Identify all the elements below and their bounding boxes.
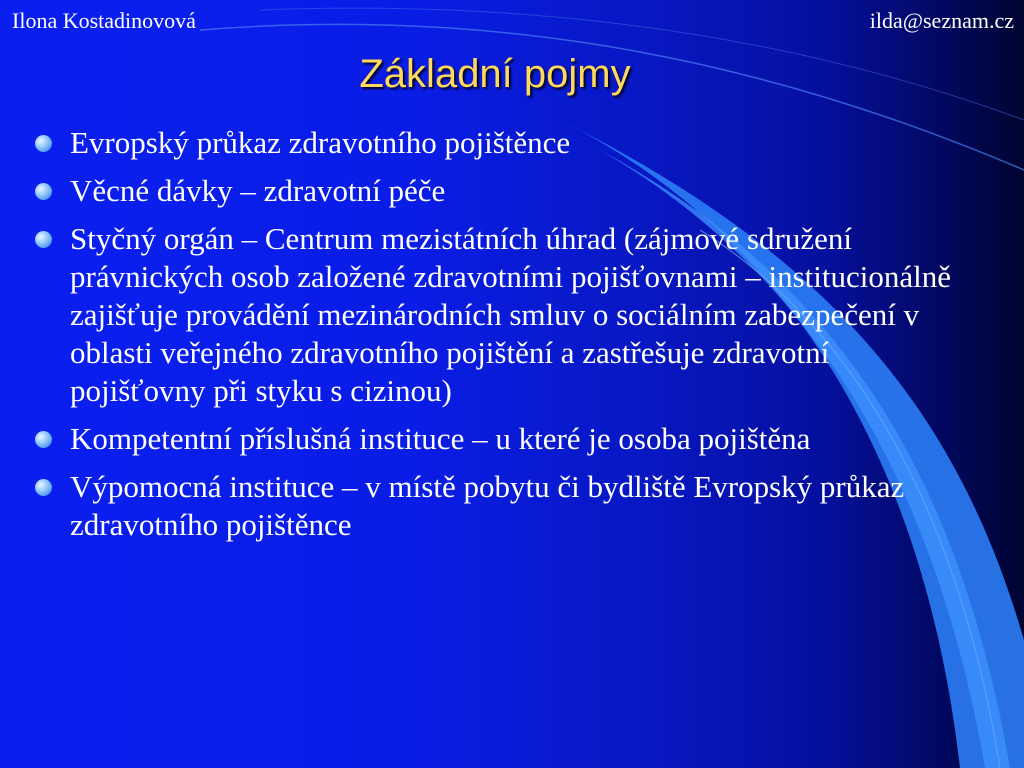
author-email: ilda@seznam.cz <box>869 8 1014 33</box>
bullet-text: Styčný orgán – Centrum mezistátních úhrad (zájmové sdružení právnických osob založené zdravotními pojišťovnami – institucionálně zajišťuje provádění mezinárodních smluv o sociálním zabezpečení v oblasti veřejného zdravotního pojištění a zastřešuje zdravotní pojišťovny při styku s cizinou) <box>70 221 952 408</box>
bullet-icon <box>35 431 52 448</box>
bullet-icon <box>35 231 52 248</box>
bullet-item <box>30 124 970 162</box>
bullet-item <box>30 468 970 544</box>
bullet-item <box>30 420 970 458</box>
bullet-item <box>30 220 970 410</box>
bullet-text: Evropský průkaz zdravotního pojištěnce <box>70 125 571 160</box>
bullet-text: Věcné dávky – zdravotní péče <box>70 173 446 208</box>
bullet-icon <box>35 479 52 496</box>
bullet-item <box>30 172 970 210</box>
bullet-text: Kompetentní příslušná instituce – u které je osoba pojištěna <box>70 421 811 456</box>
bullet-icon <box>35 135 52 152</box>
bullet-icon <box>35 183 52 200</box>
bullet-list <box>30 124 970 554</box>
author-name: Ilona Kostadinovová <box>12 8 196 33</box>
slide-title: Základní pojmy <box>359 52 631 96</box>
bullet-text: Výpomocná instituce – v místě pobytu či bydliště Evropský průkaz zdravotního pojištěnce <box>70 469 905 542</box>
